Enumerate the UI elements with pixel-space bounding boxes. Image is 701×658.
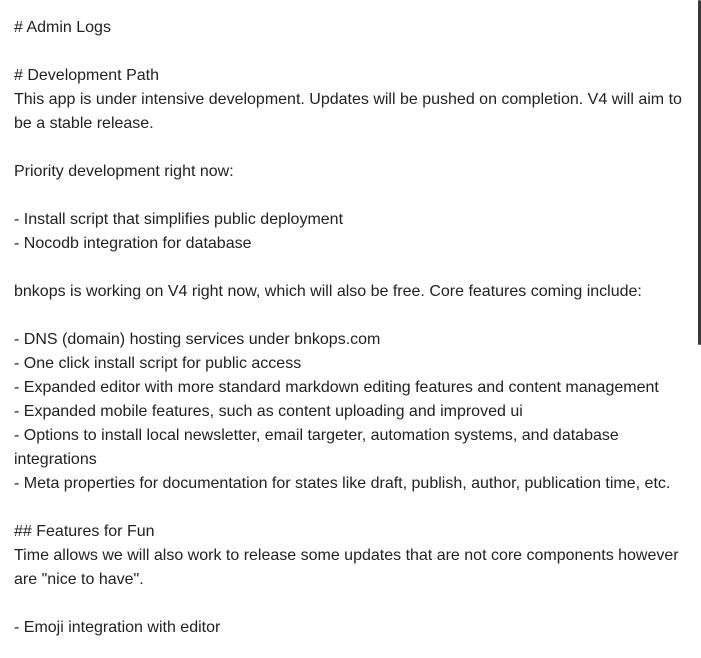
doc-heading-features-for-fun: ## Features for Fun [14, 523, 155, 540]
blank-line [14, 184, 686, 208]
list-item: - Emoji integration with editor [14, 619, 221, 636]
doc-paragraph: This app is under intensive development. Updates will be pushed on completion. V4 will aim to be a stable release. [14, 91, 682, 132]
blank-line [14, 136, 686, 160]
doc-paragraph: Priority development right now: [14, 163, 234, 180]
doc-heading-admin-logs: # Admin Logs [14, 19, 111, 36]
list-item: - Expanded mobile features, such as content uploading and improved ui [14, 403, 523, 420]
list-item: - Install script that simplifies public deployment [14, 211, 344, 228]
list-item: - Options to install local newsletter, email targeter, automation systems, and database integrations [14, 427, 619, 468]
list-item: - One click install script for public access [14, 355, 302, 372]
list-item: - Meta properties for documentation for states like draft, publish, author, publication time, etc. [14, 475, 671, 492]
vertical-scrollbar[interactable] [695, 0, 701, 658]
doc-heading-development-path: # Development Path [14, 67, 159, 84]
doc-paragraph: bnkops is working on V4 right now, which will also be free. Core features coming include: [14, 283, 642, 300]
blank-line [14, 304, 686, 328]
list-item: - DNS (domain) hosting services under bnkops.com [14, 331, 381, 348]
doc-paragraph: Time allows we will also work to release some updates that are not core components however are "nice to have". [14, 547, 679, 588]
markdown-document [14, 16, 686, 640]
list-item: - Nocodb integration for database [14, 235, 252, 252]
blank-line [14, 40, 686, 64]
list-item: - Expanded editor with more standard markdown editing features and content management [14, 379, 659, 396]
blank-line [14, 256, 686, 280]
blank-line [14, 496, 686, 520]
blank-line [14, 592, 686, 616]
